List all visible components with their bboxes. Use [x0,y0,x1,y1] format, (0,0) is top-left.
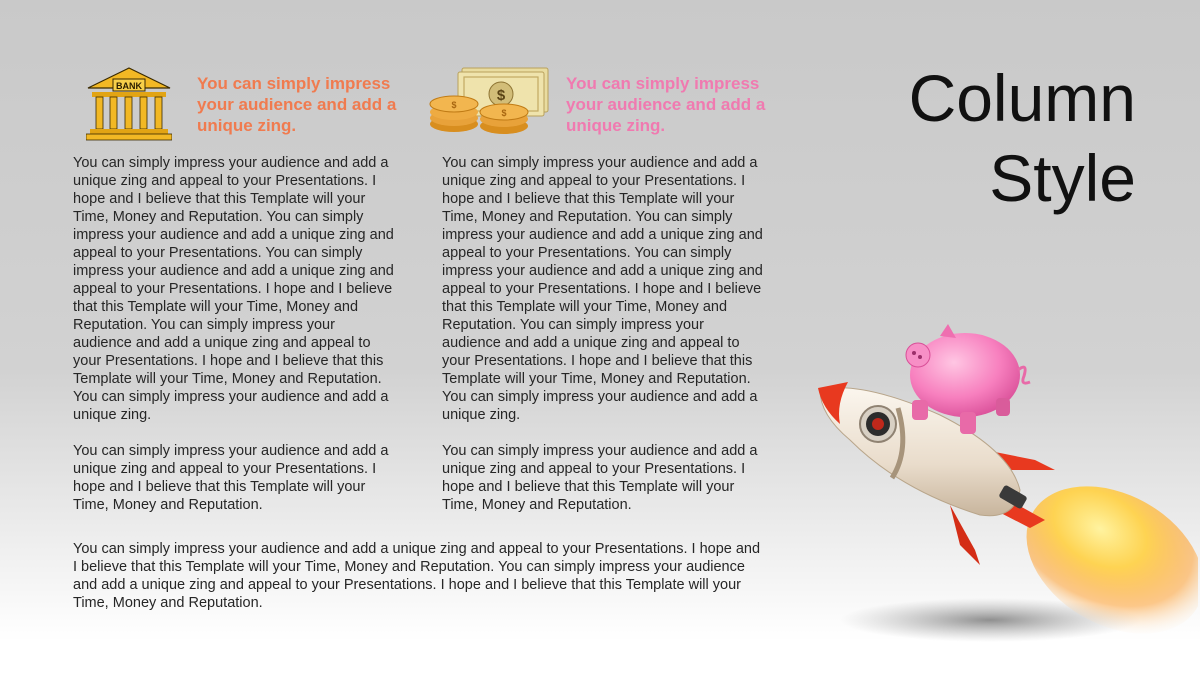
column-1-heading: You can simply impress your audience and add a unique zing. [197,74,397,135]
svg-text:$: $ [451,100,457,110]
column-2-paragraph-1: You can simply impress your audience and add a unique zing and appeal to your Presentations. I hope and I believe that this Template will your Time, Money and Reputation. You can simply impress your audience and add a unique zing and appeal to your Presentations. You can simply impress your audience and add a unique zing and appeal to your Presentations. I hope and I believe that this Template will your Time, Money and Reputation. You can simply impress your audience and add a unique zing and appeal to your Presentations. I hope and I believe that this Template will your Time, Money and Reputation. You can simply impress your audience and add a unique zing. [442,155,763,423]
rocket-with-piggy-bank-icon [800,320,1198,660]
svg-text:$: $ [501,108,507,118]
slide-title [909,58,1136,218]
slide-title-line-1: Column [908,61,1136,135]
money-coins-icon [428,66,550,138]
bank-icon-label: BANK [116,81,142,91]
column-2-heading: You can simply impress your audience and add a unique zing. [566,74,766,135]
svg-text:$: $ [496,87,506,104]
column-1-paragraph-1: You can simply impress your audience and add a unique zing and appeal to your Presentations. I hope and I believe that this Template will your Time, Money and Reputation. You can simply impress your audience and add a unique zing and appeal to your Presentations. You can simply impress your audience and add a unique zing and appeal to your Presentations. I hope and I believe that this Template will your Time, Money and Reputation. You can simply impress your audience and add a unique zing and appeal to your Presentations. I hope and I believe that this Template will your Time, Money and Reputation. You can simply impress your audience and add a unique zing. [73,155,394,423]
column-2-paragraph-2: You can simply impress your audience and add a unique zing and appeal to your Presentations. I hope and I believe that this Template will your Time, Money and Reputation. [442,443,758,513]
bottom-paragraph: You can simply impress your audience and add a unique zing and appeal to your Presentations. I hope and I believe that this Template will your Time, Money and Reputation. You can simply impress your audience and add a unique zing and appeal to your Presentations. I hope and I believe that this Template will your Time, Money and Reputation. [73,541,761,611]
slide-title-line-2: Style [989,141,1136,215]
column-1-paragraph-2: You can simply impress your audience and add a unique zing and appeal to your Presentations. I hope and I believe that this Template will your Time, Money and Reputation. [73,443,389,513]
bank-icon [86,66,172,142]
